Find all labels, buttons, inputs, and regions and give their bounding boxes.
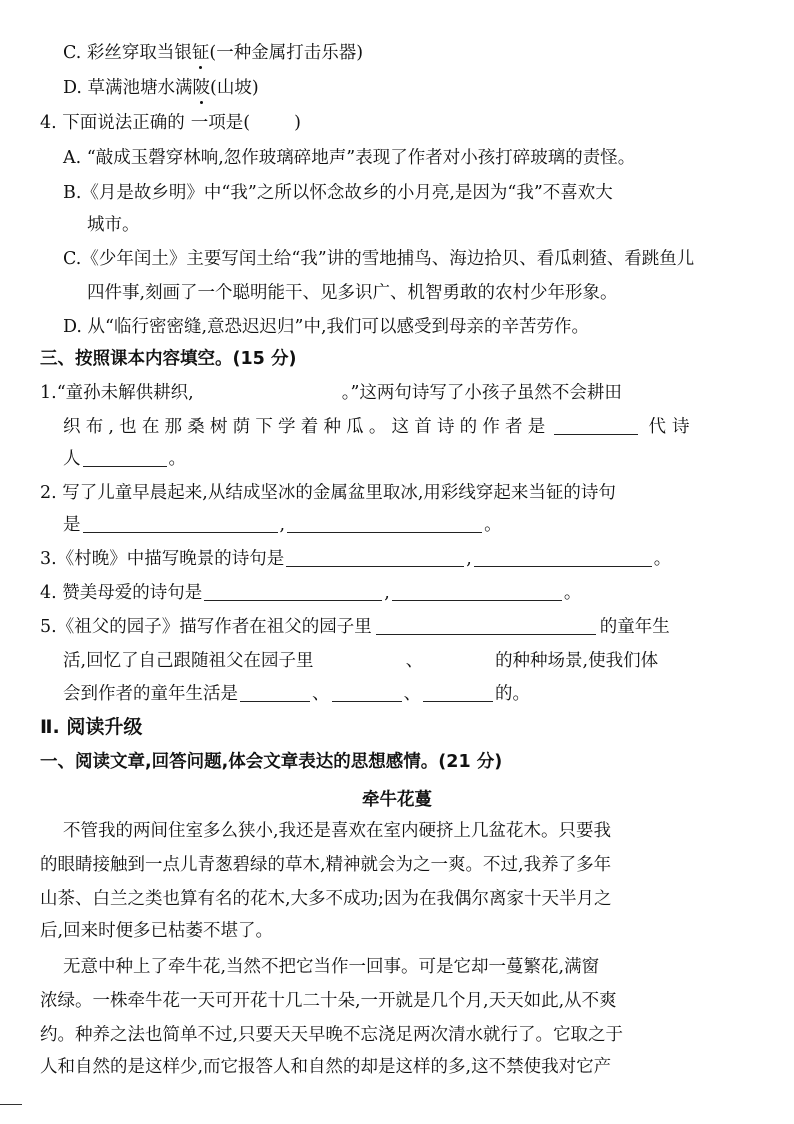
s3-q5-sep1: 、 [312, 684, 330, 704]
s3-q5-line2-tail: 的种种场景,使我们体 [495, 651, 659, 671]
s3-q1-blank-dynasty[interactable] [554, 418, 638, 435]
s3-q3-text: 3.《村晚》中描写晚景的诗句是 [40, 549, 285, 569]
s3-q2-line1: 2. 写了儿童早晨起来,从结成坚冰的金属盆里取冰,用彩线穿起来当钲的诗句 [40, 483, 616, 503]
section3-heading: 三、按照课本内容填空。(15 分) [40, 349, 297, 369]
s3-q4-line [40, 582, 581, 604]
option-c-text: C. 彩丝穿取当银 [63, 43, 192, 63]
s3-q3-blank-2[interactable] [474, 550, 652, 567]
q4-stem-c: ) [294, 113, 301, 133]
s3-q1-line1 [40, 382, 622, 404]
q4-option-c-line1: C.《少年闰土》主要写闰土给“我”讲的雪地捕鸟、海边拾贝、看瓜刺猹、看跳鱼儿 [63, 249, 695, 269]
option-d-dotted-char: 陂 [192, 78, 211, 98]
p2-line-4: 人和自然的是这样少,而它报答人和自然的却是这样的多,这不禁使我对它产 [40, 1057, 612, 1077]
s3-q2-text: 是 [63, 515, 81, 535]
option-d-line [63, 77, 259, 99]
s3-q1-line3-text: 人 [63, 449, 81, 469]
s3-q1-line3-end: 。 [168, 449, 186, 469]
option-d-note: (山坡) [210, 78, 259, 98]
s3-q2-comma: , [279, 515, 286, 535]
s3-q4-text: 4. 赞美母爱的诗句是 [40, 583, 203, 603]
option-c-note: (一种金属打击乐器) [209, 43, 364, 63]
s3-q2-end: 。 [484, 515, 502, 535]
option-c-line [63, 42, 363, 64]
part2-heading: Ⅱ. 阅读升级 [40, 716, 143, 738]
p2-line-2: 浓绿。一株牵牛花一天可开花十几二十朵,一开就是几个月,天天如此,从不爽 [40, 991, 617, 1011]
s3-q1-text-b: 。”这两句诗写了小孩子虽然不会耕田 [341, 383, 622, 403]
s3-q4-comma: , [384, 583, 390, 603]
p1-line-2: 的眼睛接触到一点儿青葱碧绿的草木,精神就会为之一爽。不过,我养了多年 [40, 855, 612, 875]
q4-stem-a: 4. 下面说法正确的 [40, 113, 185, 133]
p1-line-1: 不管我的两间住室多么狭小,我还是喜欢在室内硬挤上几盆花木。只要我 [63, 821, 612, 841]
article-title: 牵牛花蔓 [362, 790, 432, 810]
s3-q3-comma: , [466, 549, 472, 569]
s3-q5-text-a: 5.《祖父的园子》描写作者在祖父的园子里 [40, 617, 372, 637]
p1-line-3: 山茶、白兰之类也算有名的花木,大多不成功;因为在我偶尔离家十天半月之 [40, 889, 612, 909]
s3-q5-blank-1[interactable] [376, 618, 596, 635]
p2-line-1: 无意中种上了牵牛花,当然不把它当作一回事。可是它却一蔓繁花,满窗 [63, 957, 600, 977]
s3-q5-line3-text: 会到作者的童年生活是 [63, 684, 238, 704]
s3-q1-line2 [63, 416, 695, 438]
s3-q5-line2-text: 活,回忆了自己跟随祖父在园子里 [63, 651, 314, 671]
q4-option-b-line1: B.《月是故乡明》中“我”之所以怀念故乡的小月亮,是因为“我”不喜欢大 [63, 183, 613, 203]
s3-q3-blank-1[interactable] [286, 550, 464, 567]
s3-q3-line [40, 548, 671, 570]
s3-q5-text-b: 的童年生 [599, 617, 670, 637]
s3-q5-line3-end: 的。 [495, 684, 530, 704]
s3-q2-line2 [63, 514, 502, 536]
s3-q1-line3 [63, 448, 186, 470]
s3-q1-line2-tail: 代诗 [648, 417, 696, 437]
option-c-dotted-char: 钲 [191, 43, 210, 63]
s3-q5-blank-5[interactable] [332, 685, 402, 702]
s3-q1-text-a: 1.“童孙未解供耕织, [40, 383, 194, 403]
q4-option-c-line2: 四件事,刻画了一个聪明能干、见多识广、机智勇敢的农村少年形象。 [87, 283, 618, 303]
s3-q2-blank-1[interactable] [83, 516, 278, 533]
s3-q5-line2 [63, 650, 658, 672]
q4-option-b-line2: 城市。 [87, 215, 140, 235]
q4-option-a: A. “敲成玉磬穿林响,忽作玻璃碎地声”表现了作者对小孩打碎玻璃的责怪。 [63, 148, 636, 168]
s3-q3-end: 。 [653, 549, 672, 569]
s3-q5-blank-4[interactable] [240, 685, 310, 702]
s3-q4-end: 。 [563, 583, 582, 603]
s3-q1-blank-author[interactable] [83, 450, 167, 467]
p2-line-3: 约。种养之法也简单不过,只要天天早晚不忘浇足两次清水就行了。它取之于 [40, 1025, 624, 1045]
part2-sub-heading: 一、阅读文章,回答问题,体会文章表达的思想感情。(21 分) [40, 752, 503, 772]
p1-line-4: 后,回来时便多已枯萎不堪了。 [40, 921, 274, 941]
s3-q5-blank-6[interactable] [423, 685, 493, 702]
q4-stem-b: 一项是( [190, 113, 251, 133]
s3-q4-blank-1[interactable] [204, 584, 382, 601]
s3-q5-sep: 、 [405, 651, 424, 671]
footer-rule [0, 1104, 22, 1105]
q4-option-d: D. 从“临行密密缝,意恐迟迟归”中,我们可以感受到母亲的辛苦劳作。 [63, 317, 590, 337]
s3-q5-sep2: 、 [403, 684, 421, 704]
s3-q5-line1 [40, 616, 670, 638]
q4-stem [40, 112, 301, 134]
s3-q1-line2-text: 织布,也在那桑树荫下学着种瓜。这首诗的作者是 [63, 417, 551, 437]
s3-q5-line3 [63, 683, 530, 705]
s3-q4-blank-2[interactable] [392, 584, 562, 601]
option-d-text: D. 草满池塘水满 [63, 78, 193, 98]
s3-q2-blank-2[interactable] [287, 516, 482, 533]
